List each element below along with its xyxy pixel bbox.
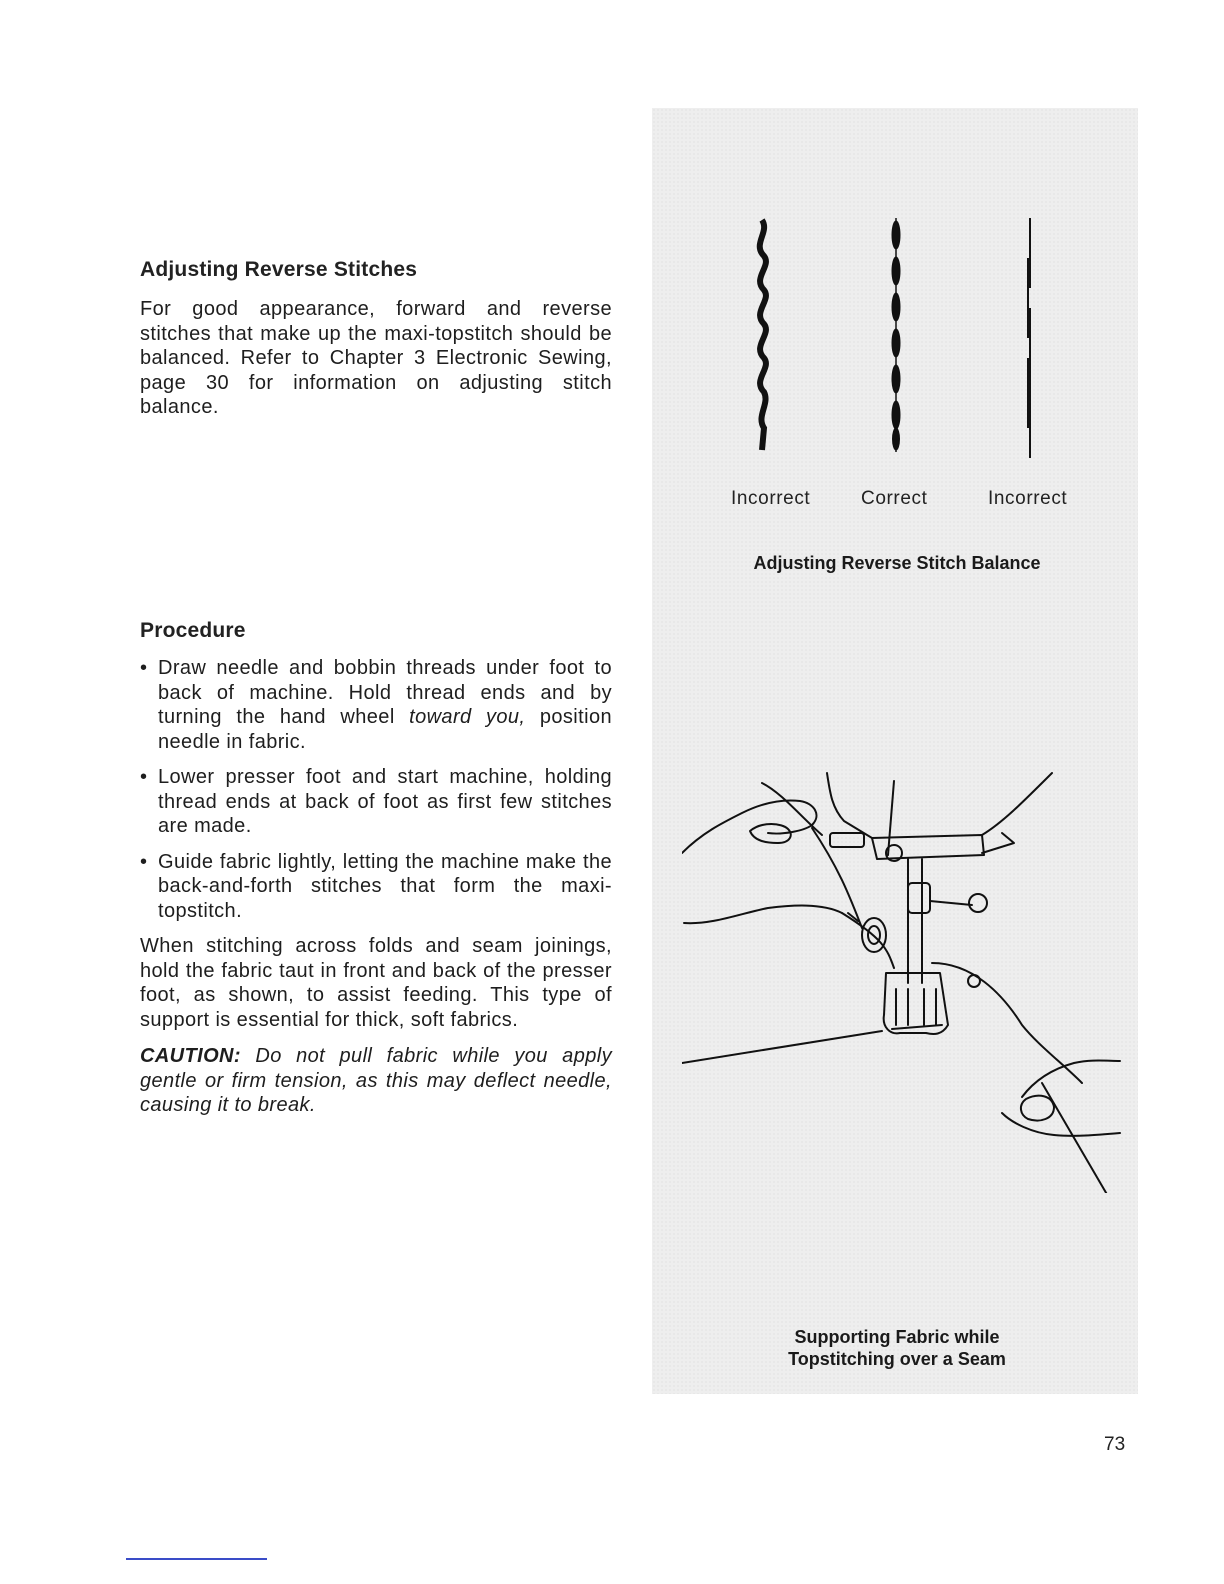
machine-arm-right <box>982 773 1052 835</box>
caution-paragraph <box>140 1044 612 1118</box>
page-number: 73 <box>1104 1434 1126 1455</box>
machine-arm-left <box>827 773 872 838</box>
bullet-marker: • <box>140 657 148 679</box>
incorrect-stitch-left <box>760 220 766 450</box>
label-incorrect-left: Incorrect <box>731 488 811 509</box>
right-hand <box>1002 1061 1120 1136</box>
list-item <box>140 765 612 839</box>
list-item <box>140 850 612 924</box>
section-body <box>140 297 612 420</box>
section-heading-adjusting-reverse-stitches: Adjusting Reverse Stitches <box>140 258 418 281</box>
section-heading-procedure: Procedure <box>140 619 246 642</box>
bullet-marker: • <box>140 766 148 788</box>
figure2-caption-line1: Supporting Fabric while <box>794 1327 1000 1347</box>
label-incorrect-right: Incorrect <box>988 488 1068 509</box>
bullet-marker: • <box>140 850 148 873</box>
list-item-text: position needle in fabric. <box>158 706 612 753</box>
list-item-text: Draw needle and bobbin threads under foot to back of machine. Hold thread ends and by turning the hand wheel <box>158 657 612 728</box>
caution-label: CAUTION: <box>140 1045 241 1067</box>
sewing-machine-illustration <box>682 763 1132 1193</box>
figure2-caption <box>712 1326 1082 1370</box>
list-item-text: Lower presser foot and start machine, holding thread ends at back of foot as first few stitches are made. <box>158 766 612 837</box>
incorrect-stitch-right <box>1028 218 1030 458</box>
list-item-emphasis: toward you, <box>409 706 526 728</box>
figure-panel <box>652 108 1138 1394</box>
caution-text: Do not pull fabric while you apply gentle or firm tension, as this may deflect needle, causing it to break. <box>140 1045 612 1116</box>
list-item <box>140 656 612 754</box>
stitch-balance-paragraph: For good appearance, forward and reverse stitches that make up the maxi-topstitch should be balanced. Refer to Chapter 3 Electronic Sewing, page 30 for information on adjusting stitch balance. <box>140 298 612 418</box>
needle-plate <box>932 963 1082 1083</box>
stitch-balance-figure <box>652 108 1138 488</box>
footer-rule <box>126 1558 267 1560</box>
support-paragraph: When stitching across folds and seam joinings, hold the fabric taut in front and back of the presser foot, as shown, to assist feeding. This type of support is essential for thick, soft fabrics. <box>140 935 612 1031</box>
correct-stitch <box>892 218 900 452</box>
procedure-body <box>140 656 612 1118</box>
procedure-list <box>140 656 612 923</box>
figure1-caption: Adjusting Reverse Stitch Balance <box>753 553 1041 573</box>
label-correct: Correct <box>861 488 928 509</box>
list-item-text: Guide fabric lightly, letting the machine make the back-and-forth stitches that form the maxi-topstitch. <box>158 850 612 922</box>
figure2-caption-line2: Topstitching over a Seam <box>788 1349 1006 1369</box>
